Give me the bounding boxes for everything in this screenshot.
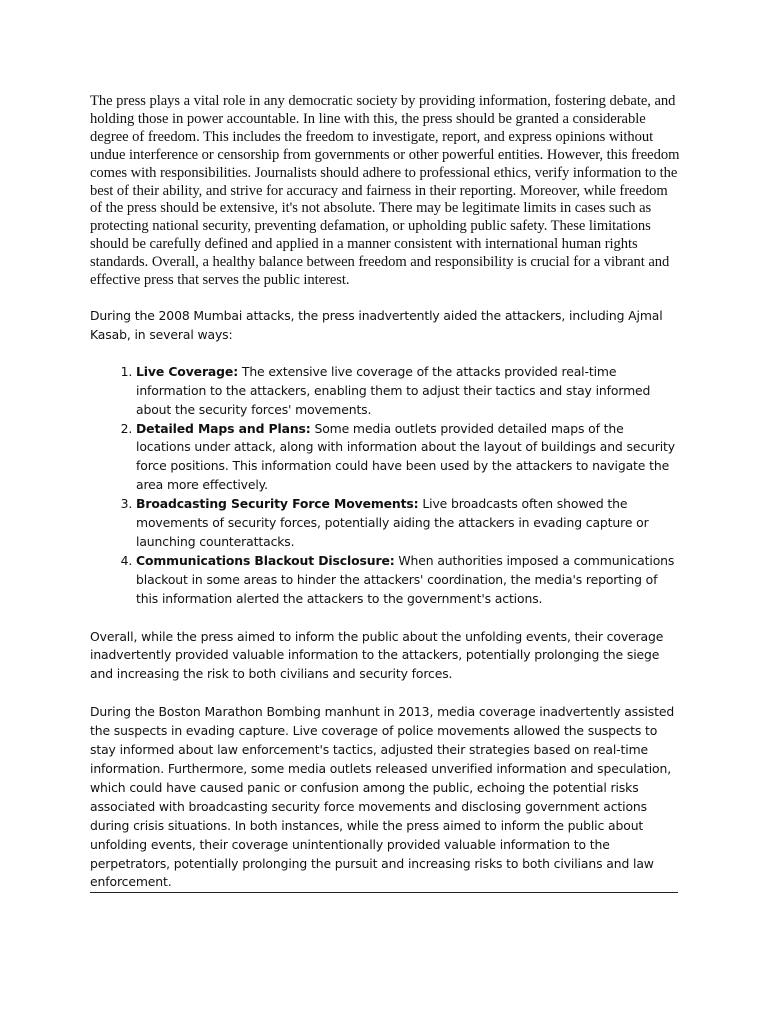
point-text: Some media outlets provided detailed maps of the locations under attack, along with information about the layout of buildings and security force positions. This information could have been used by the attackers to navigate the area more effectively. <box>136 420 676 493</box>
mumbai-conclusion-paragraph: Overall, while the press aimed to inform the public about the unfolding events, their coverage inadvertently provided valuable information to the attackers, potentially prolonging the siege and increasing the risk to both civilians and security forces. <box>90 628 664 682</box>
point-text: The extensive live coverage of the attacks provided real-time information to the attackers, enabling them to adjust their tactics and stay informed about the security forces' movements. <box>136 363 651 417</box>
point-text: When authorities imposed a communications blackout in some areas to hinder the attackers' coordination, the media's reporting of this information alerted the attackers to the government's actions. <box>136 552 675 606</box>
boston-paragraph: During the Boston Marathon Bombing manhunt in 2013, media coverage inadvertently assisted the suspects in evading capture. Live coverage of police movements allowed the suspects to stay informed about law enforcement's tactics, adjusted their strategies based on real-time information. Furthermore, some media outlets released unverified information and speculation, which could have caused panic or confusion among the public, echoing the potential risks associated with broadcasting security force movements and disclosing government actions during crisis situations. In both instances, while the press aimed to inform the public about unfolding events, their coverage unintentionally provided valuable information to the perpetrators, potentially prolonging the pursuit and increasing risks to both civilians and law enforcement. <box>90 703 678 893</box>
list-item <box>136 363 680 420</box>
point-text: Live broadcasts often showed the movements of security forces, potentially aiding the attackers in evading capture or launching counterattacks. <box>136 496 649 549</box>
document-page <box>90 93 680 893</box>
point-term: Live Coverage: <box>136 363 239 379</box>
mumbai-points-list <box>90 363 680 609</box>
intro-paragraph: The press plays a vital role in any democratic society by providing information, fostering debate, and holding those in power accountable. In line with this, the press should be granted a considerable degree of freedom. This includes the freedom to investigate, report, and express opinions without undue interference or censorship from governments or other powerful entities. However, this freedom comes with responsibilities. Journalists should adhere to professional ethics, verify information to the best of their ability, and strive for accuracy and fairness in their reporting. Moreover, while freedom of the press should be extensive, it's not absolute. There may be legitimate limits in cases such as protecting national security, preventing defamation, or upholding public safety. These limitations should be carefully defined and applied in a manner consistent with international human rights standards. Overall, a healthy balance between freedom and responsibility is crucial for a vibrant and effective press that serves the public interest. <box>90 93 680 289</box>
point-term: Detailed Maps and Plans: <box>136 420 311 436</box>
mumbai-intro-paragraph: During the 2008 Mumbai attacks, the press inadvertently aided the attackers, including Ajmal Kasab, in several ways: <box>90 307 663 342</box>
list-item <box>136 552 680 609</box>
point-term: Broadcasting Security Force Movements: <box>136 496 419 512</box>
list-item <box>136 495 680 552</box>
point-term: Communications Blackout Disclosure: <box>136 552 395 568</box>
list-item <box>136 420 680 496</box>
